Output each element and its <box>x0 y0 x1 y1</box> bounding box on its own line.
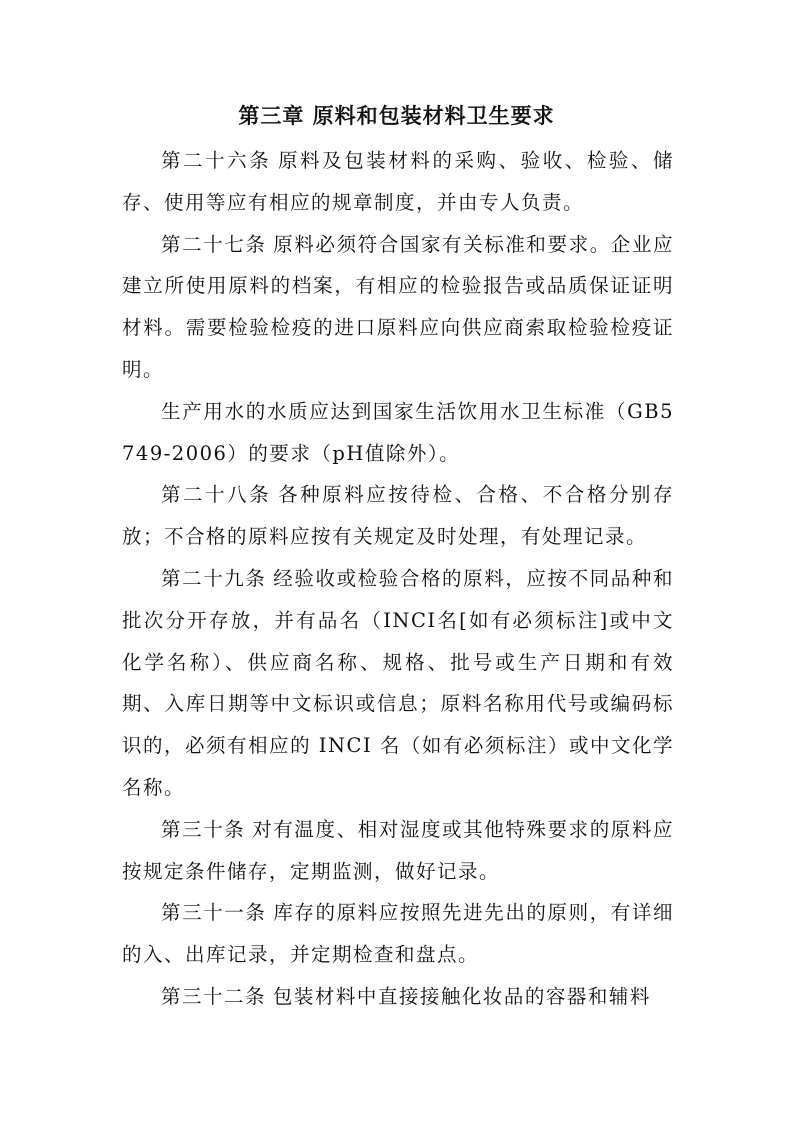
paragraph-water-quality <box>122 391 674 475</box>
article-number: 第二十七条 <box>161 232 267 256</box>
article-number: 第二十六条 <box>161 149 272 172</box>
paragraph-article-29 <box>122 558 674 809</box>
paragraph-article-30 <box>122 809 674 893</box>
paragraph-article-32 <box>122 976 674 1018</box>
article-number: 第三十条 <box>161 817 246 841</box>
article-text: 包装材料中直接接触化妆品的容器和辅料 <box>272 984 651 1008</box>
article-text: 原料必须符合国家有关标准和要求。企业应建立所使用原料的档案，有相应的检验报告或品质保证证明材料。需要检验检疫的进口原料应向供应商索取检验检疫证明。 <box>122 232 674 381</box>
article-number: 第二十九条 <box>161 566 267 590</box>
article-text: 各种原料应按待检、合格、不合格分别存放；不合格的原料应按有关规定及时处理，有处理记录。 <box>122 483 674 549</box>
article-text: 原料及包装材料的采购、验收、检验、储存、使用等应有相应的规章制度，并由专人负责。 <box>122 149 674 214</box>
body-text <box>122 140 674 1018</box>
article-text: 生产用水的水质应达到国家生活饮用水卫生标准（GB5749-2006）的要求（pH值除外）。 <box>122 399 674 465</box>
paragraph-article-26 <box>122 140 674 224</box>
chapter-title: 第三章 原料和包装材料卫生要求 <box>238 103 555 128</box>
article-number: 第三十一条 <box>161 901 267 925</box>
paragraph-article-28 <box>122 474 674 558</box>
article-text: 库存的原料应按照先进先出的原则，有详细的入、出库记录，并定期检查和盘点。 <box>122 901 674 967</box>
paragraph-article-31 <box>122 892 674 976</box>
article-text: 经验收或检验合格的原料，应按不同品种和批次分开存放，并有品名（INCI名[如有必须标注]或中文化学名称）、供应商名称、规格、批号或生产日期和有效期、入库日期等中文标识或信息；原料名称用代号或编码标识的，必须有相应的 INCI 名（如有必须标注）或中文化学名称。 <box>122 566 674 799</box>
paragraph-article-27 <box>122 224 674 391</box>
article-number: 第三十二条 <box>161 984 267 1008</box>
article-text: 对有温度、相对湿度或其他特殊要求的原料应按规定条件储存，定期监测，做好记录。 <box>122 817 674 883</box>
article-number: 第二十八条 <box>161 483 272 507</box>
